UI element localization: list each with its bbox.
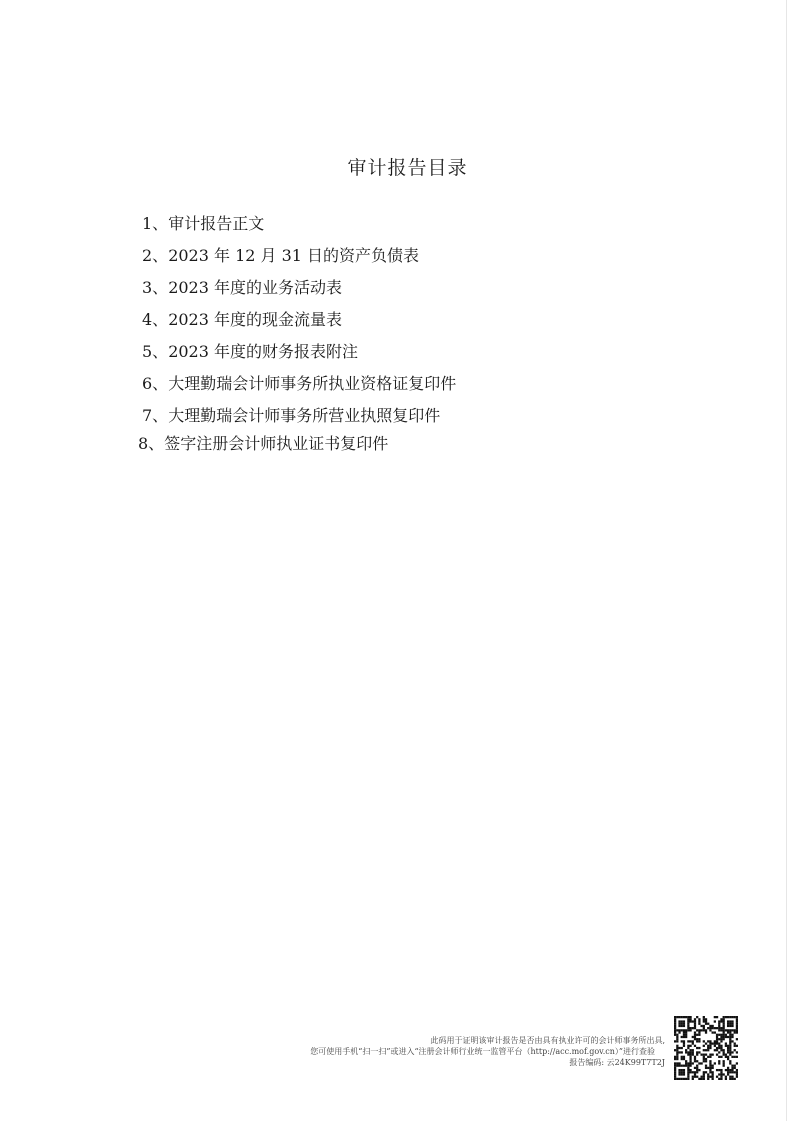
toc-item-text: 大理勤瑞会计师事务所营业执照复印件 bbox=[168, 406, 441, 425]
toc-item-number: 8、 bbox=[138, 434, 165, 453]
toc-item-3 bbox=[142, 278, 456, 310]
toc-item-2 bbox=[142, 246, 456, 278]
toc-item-number: 1、 bbox=[142, 214, 169, 233]
qr-code-icon[interactable] bbox=[674, 1016, 738, 1080]
toc-item-number: 6、 bbox=[142, 374, 169, 393]
verification-note-line-2: 您可使用手机“扫一扫”或进入“注册会计师行业统一监管平台（http://acc.mof.gov.cn）”进行查验 bbox=[310, 1047, 655, 1056]
toc-item-text: 2023 年 12 月 31 日的资产负债表 bbox=[168, 246, 420, 265]
report-code: 报告编码: 云24K99T7T2J bbox=[569, 1058, 665, 1067]
verification-note bbox=[310, 1035, 665, 1068]
table-of-contents bbox=[138, 214, 457, 466]
toc-item-1 bbox=[142, 214, 456, 246]
scan-edge-divider bbox=[786, 0, 787, 1121]
page-title: 审计报告目录 bbox=[347, 157, 468, 179]
toc-item-8 bbox=[138, 434, 456, 466]
toc-item-text: 2023 年度的业务活动表 bbox=[168, 278, 342, 297]
verification-note-line-1: 此码用于证明该审计报告是否由具有执业许可的会计师事务所出具, bbox=[430, 1036, 665, 1045]
toc-item-text: 大理勤瑞会计师事务所执业资格证复印件 bbox=[168, 374, 457, 393]
toc-item-number: 7、 bbox=[142, 406, 169, 425]
toc-item-text: 审计报告正文 bbox=[168, 214, 265, 233]
toc-item-4 bbox=[142, 310, 456, 342]
toc-item-text: 2023 年度的现金流量表 bbox=[168, 310, 342, 329]
toc-item-number: 3、 bbox=[142, 278, 169, 297]
toc-item-text: 2023 年度的财务报表附注 bbox=[168, 342, 358, 361]
toc-item-number: 2、 bbox=[142, 246, 169, 265]
toc-item-number: 4、 bbox=[142, 310, 169, 329]
toc-item-6 bbox=[142, 374, 456, 406]
toc-item-7 bbox=[142, 406, 456, 434]
toc-item-5 bbox=[142, 342, 456, 374]
toc-item-text: 签字注册会计师执业证书复印件 bbox=[164, 434, 389, 453]
toc-item-number: 5、 bbox=[142, 342, 169, 361]
